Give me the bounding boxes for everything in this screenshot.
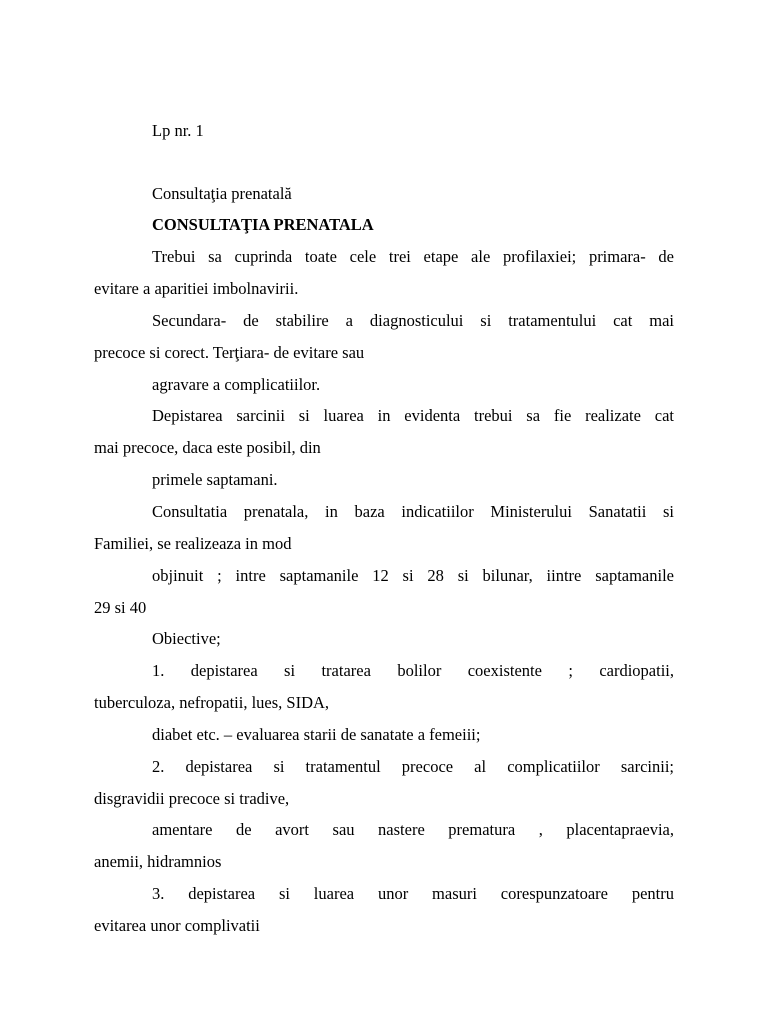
paragraph-4-line-3: objinuit ; intre saptamanile 12 si 28 si bilunar, iintre saptamanile <box>152 566 674 585</box>
objective-1-line-3: diabet etc. – evaluarea starii de sanatate a femeiii; <box>152 725 481 744</box>
paragraph-2-line-2: precoce si corect. Terţiara- de evitare sau <box>94 343 365 362</box>
objective-2-line-3: amentare de avort sau nastere prematura , placentapraevia, <box>152 820 674 839</box>
objective-2-line-1: 2. depistarea si tratamentul precoce al complicatiilor sarcinii; <box>152 757 674 776</box>
paragraph-1-line-1: Trebui sa cuprinda toate cele trei etape ale profilaxiei; primara- de <box>152 247 674 266</box>
paragraph-4-line-4: 29 si 40 <box>94 598 147 617</box>
paragraph-4-line-1: Consultatia prenatala, in baza indicatiilor Ministerului Sanatatii si <box>152 502 674 521</box>
paragraph-4-line-2: Familiei, se realizeaza in mod <box>94 534 292 553</box>
objective-2-line-4: anemii, hidramnios <box>94 852 222 871</box>
paragraph-3-line-2: mai precoce, daca este posibil, din <box>94 438 321 457</box>
paragraph-2-line-3: agravare a complicatiilor. <box>152 375 321 394</box>
paragraph-3-line-1: Depistarea sarcinii si luarea in evidenta trebui sa fie realizate cat <box>152 406 674 425</box>
objective-1-line-1: 1. depistarea si tratarea bolilor coexistente ; cardiopatii, <box>152 661 674 680</box>
paragraph-2-line-1: Secundara- de stabilire a diagnosticului si tratamentului cat mai <box>152 311 674 330</box>
objective-3-line-2: evitarea unor complivatii <box>94 916 260 935</box>
objectives-label: Obiective; <box>152 629 221 648</box>
section-heading: CONSULTAŢIA PRENATALA <box>152 215 374 234</box>
lab-number: Lp nr. 1 <box>152 121 204 140</box>
objective-2-line-2: disgravidii precoce si tradive, <box>94 789 290 808</box>
paragraph-3-line-3: primele saptamani. <box>152 470 278 489</box>
paragraph-1-line-2: evitare a aparitiei imbolnavirii. <box>94 279 299 298</box>
document-title: Consultaţia prenatală <box>152 184 292 203</box>
objective-3-line-1: 3. depistarea si luarea unor masuri corespunzatoare pentru <box>152 884 674 903</box>
objective-1-line-2: tuberculoza, nefropatii, lues, SIDA, <box>94 693 330 712</box>
